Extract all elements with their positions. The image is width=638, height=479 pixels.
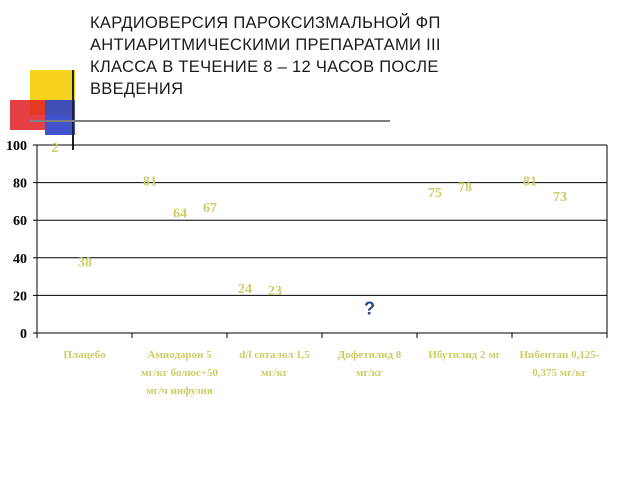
red-square [10, 100, 45, 130]
y-tick-label: 60 [13, 214, 27, 230]
gridlines [37, 145, 607, 295]
x-axis [37, 333, 607, 397]
x-category-label: Нибентан 0,125- [519, 349, 600, 361]
question-mark-annotation: ? [364, 298, 375, 319]
x-category-label: d/l соталол 1,5 [239, 349, 310, 361]
data-label: 81 [523, 174, 537, 190]
title-line-2: АНТИАРИТМИЧЕСКИМИ ПРЕПАРАТАМИ III [90, 36, 441, 54]
slide-title [90, 12, 620, 100]
title-underline [30, 120, 390, 122]
data-label: 38 [78, 255, 92, 271]
data-label: 2 [51, 140, 59, 156]
x-category-label: мг/кг [356, 367, 383, 379]
data-label: 75 [428, 186, 442, 201]
title-line-3: КЛАССА В ТЕЧЕНИЕ 8 – 12 ЧАСОВ ПОСЛЕ [90, 58, 439, 76]
x-category-label: мг/ч инфузия [146, 385, 213, 397]
data-label: 23 [268, 283, 282, 299]
x-category-label: Ибутилид 2 мг [428, 349, 501, 361]
x-category-label: мг/кг болюс+50 [140, 367, 219, 379]
data-label: 24 [238, 281, 252, 297]
chart [0, 130, 638, 470]
y-tick-label: 100 [6, 139, 27, 154]
x-category-label: Амиодарон 5 [147, 349, 212, 361]
plot-frame [37, 145, 607, 333]
data-label: 67 [203, 201, 217, 217]
title-line-1: КАРДИОВЕРСИЯ ПАРОКСИЗМАЛЬНОЙ ФП [90, 14, 441, 32]
data-label: 78 [458, 180, 472, 196]
title-line-4: ВВЕДЕНИЯ [90, 80, 184, 98]
x-category-label: 0,375 мг/кг [532, 367, 587, 379]
data-label: 81 [143, 174, 157, 190]
data-label: 64 [173, 206, 187, 222]
y-axis [6, 139, 37, 342]
x-category-label: Плацебо [63, 349, 106, 361]
y-tick-label: 80 [13, 176, 27, 192]
x-category-label: Дофетилид 8 [337, 349, 402, 361]
y-tick-label: 20 [13, 289, 27, 305]
y-tick-label: 40 [13, 251, 27, 267]
y-tick-label: 0 [20, 327, 27, 342]
data-label: 73 [553, 189, 567, 205]
x-category-label: мг/кг [261, 367, 288, 379]
